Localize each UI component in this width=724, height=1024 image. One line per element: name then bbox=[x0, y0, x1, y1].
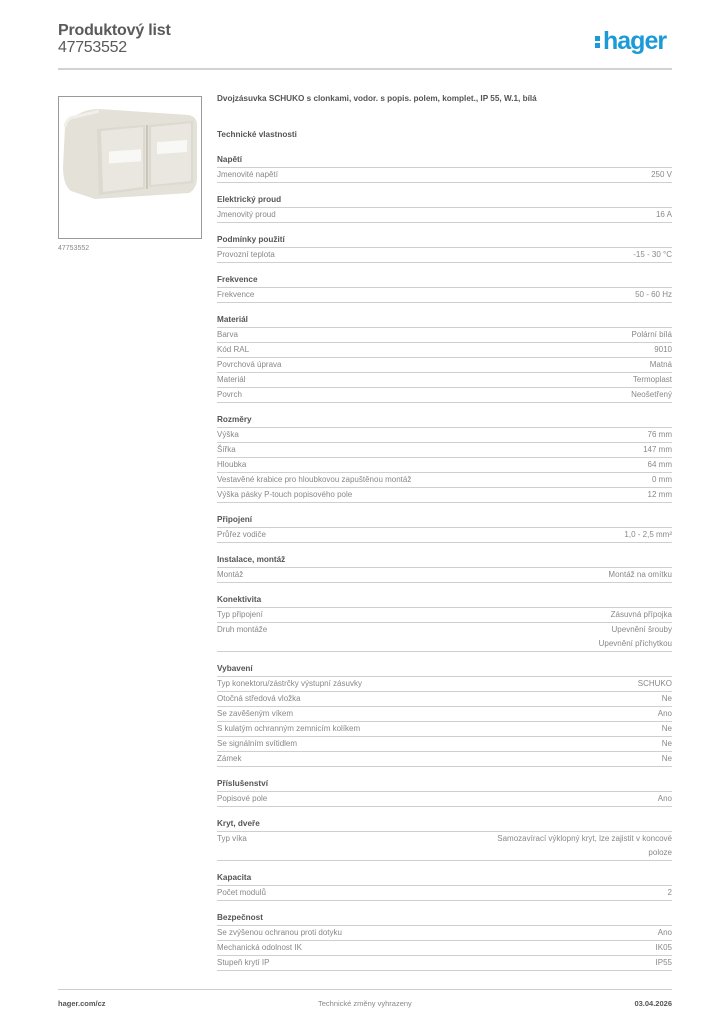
product-image bbox=[58, 96, 202, 239]
spec-value bbox=[662, 722, 672, 736]
spec-label: Výška pásky P-touch popisového pole bbox=[217, 490, 353, 499]
spec-row bbox=[217, 443, 672, 458]
spec-section bbox=[217, 871, 672, 901]
image-caption: 47753552 bbox=[58, 245, 90, 252]
spec-value-line: Ano bbox=[657, 709, 672, 718]
spec-value-line: 1,0 - 2,5 mm² bbox=[624, 530, 672, 539]
spec-value-line: IK05 bbox=[655, 943, 672, 952]
spec-section bbox=[217, 777, 672, 807]
spec-value-line: IP55 bbox=[655, 958, 672, 967]
spec-row bbox=[217, 208, 672, 223]
spec-value bbox=[648, 458, 672, 472]
section-title: Připojení bbox=[217, 513, 672, 528]
spec-value-line: Ne bbox=[661, 724, 672, 733]
spec-row bbox=[217, 473, 672, 488]
spec-value-line: Ano bbox=[657, 794, 672, 803]
section-title: Instalace, montáž bbox=[217, 553, 672, 568]
spec-value bbox=[654, 343, 672, 357]
spec-section bbox=[217, 513, 672, 543]
spec-value bbox=[656, 956, 672, 970]
spec-value-line: poloze bbox=[648, 848, 672, 857]
spec-value bbox=[611, 608, 672, 622]
spec-section bbox=[217, 817, 672, 861]
spec-value-line: 2 bbox=[667, 888, 672, 897]
spec-label: Jmenovitý proud bbox=[217, 210, 276, 219]
spec-value-line: Montáž na omítku bbox=[608, 570, 672, 579]
footer-date: 03.04.2026 bbox=[634, 999, 672, 1008]
spec-value bbox=[631, 388, 672, 402]
spec-value bbox=[662, 692, 672, 706]
spec-value bbox=[658, 707, 672, 721]
spec-label: Kód RAL bbox=[217, 345, 250, 354]
spec-label: Materiál bbox=[217, 375, 246, 384]
spec-value-line: Termoplast bbox=[632, 375, 672, 384]
spec-section bbox=[217, 153, 672, 183]
spec-label: Typ připojení bbox=[217, 610, 263, 619]
spec-label: Typ konektoru/zástrčky výstupní zásuvky bbox=[217, 679, 362, 688]
spec-value-line: Ne bbox=[661, 754, 672, 763]
spec-value bbox=[624, 528, 672, 542]
spec-label: Se signálním svítidlem bbox=[217, 739, 298, 748]
spec-label: Se zvýšenou ochranou proti dotyku bbox=[217, 928, 342, 937]
spec-section bbox=[217, 593, 672, 652]
spec-value-line: 147 mm bbox=[643, 445, 672, 454]
spec-row bbox=[217, 388, 672, 403]
spec-value bbox=[633, 373, 672, 387]
spec-value-line: 9010 bbox=[654, 345, 672, 354]
spec-value bbox=[656, 941, 672, 955]
spec-section bbox=[217, 662, 672, 767]
spec-row bbox=[217, 288, 672, 303]
specs-heading: Technické vlastnosti bbox=[217, 130, 297, 139]
section-title: Bezpečnost bbox=[217, 911, 672, 926]
spec-row bbox=[217, 832, 672, 861]
spec-value-line: Upevnění šrouby bbox=[611, 625, 672, 634]
spec-value bbox=[648, 428, 672, 442]
spec-label: Otočná středová vložka bbox=[217, 694, 301, 703]
spec-value-line: 50 - 60 Hz bbox=[635, 290, 672, 299]
spec-row bbox=[217, 608, 672, 623]
spec-section bbox=[217, 553, 672, 583]
spec-value bbox=[638, 677, 672, 691]
product-specs bbox=[217, 94, 672, 981]
spec-label: Provozní teplota bbox=[217, 250, 275, 259]
spec-value bbox=[632, 328, 672, 342]
footer-divider bbox=[58, 989, 672, 990]
section-title: Napětí bbox=[217, 153, 672, 168]
spec-value-line: 64 mm bbox=[647, 460, 672, 469]
spec-row bbox=[217, 168, 672, 183]
section-title: Materiál bbox=[217, 313, 672, 328]
spec-row bbox=[217, 956, 672, 971]
section-title: Příslušenství bbox=[217, 777, 672, 792]
spec-row bbox=[217, 692, 672, 707]
spec-label: Počet modulů bbox=[217, 888, 266, 897]
spec-label: Vestavěné krabice pro hloubkovou zapuštěnou montáž bbox=[217, 475, 412, 484]
spec-row bbox=[217, 373, 672, 388]
logo-colon-icon bbox=[595, 27, 600, 49]
section-title: Vybavení bbox=[217, 662, 672, 677]
spec-label: Popisové pole bbox=[217, 794, 268, 803]
spec-value bbox=[633, 248, 672, 262]
spec-row bbox=[217, 941, 672, 956]
spec-row bbox=[217, 707, 672, 722]
spec-row bbox=[217, 488, 672, 503]
spec-value bbox=[635, 288, 672, 302]
spec-section bbox=[217, 193, 672, 223]
spec-label: Montáž bbox=[217, 570, 244, 579]
spec-label: Typ víka bbox=[217, 834, 247, 843]
section-title: Rozměry bbox=[217, 413, 672, 428]
spec-value bbox=[643, 443, 672, 457]
header-divider bbox=[58, 68, 672, 70]
spec-row bbox=[217, 343, 672, 358]
spec-row bbox=[217, 458, 672, 473]
spec-value bbox=[651, 168, 672, 182]
spec-value-line: 0 mm bbox=[652, 475, 672, 484]
double-socket-illustration bbox=[59, 97, 202, 239]
spec-row bbox=[217, 623, 672, 652]
spec-label: S kulatým ochranným zemnicím kolíkem bbox=[217, 724, 361, 733]
spec-value bbox=[648, 488, 672, 502]
spec-row bbox=[217, 886, 672, 901]
spec-value-line: Neošetřený bbox=[631, 390, 672, 399]
spec-value bbox=[599, 623, 672, 651]
hager-logo bbox=[595, 27, 666, 56]
spec-row bbox=[217, 752, 672, 767]
spec-section bbox=[217, 413, 672, 503]
spec-row bbox=[217, 926, 672, 941]
spec-label: Povrchová úprava bbox=[217, 360, 282, 369]
spec-label: Barva bbox=[217, 330, 238, 339]
spec-value-line: 12 mm bbox=[647, 490, 672, 499]
spec-label: Zámek bbox=[217, 754, 242, 763]
spec-value bbox=[662, 737, 672, 751]
spec-section bbox=[217, 313, 672, 403]
spec-value bbox=[662, 752, 672, 766]
spec-value-line: Samozavírací výklopný kryt, lze zajistit v koncové bbox=[497, 834, 672, 843]
spec-value bbox=[650, 358, 672, 372]
spec-label: Výška bbox=[217, 430, 239, 439]
spec-value-line: SCHUKO bbox=[637, 679, 672, 688]
spec-label: Šířka bbox=[217, 445, 236, 454]
spec-label: Mechanická odolnost IK bbox=[217, 943, 302, 952]
spec-label: Druh montáže bbox=[217, 625, 268, 634]
spec-value-line: Ano bbox=[657, 928, 672, 937]
logo-text: hager bbox=[603, 27, 667, 55]
spec-value bbox=[668, 886, 672, 900]
section-title: Podmínky použití bbox=[217, 233, 672, 248]
spec-label: Jmenovité napětí bbox=[217, 170, 278, 179]
spec-section bbox=[217, 233, 672, 263]
spec-value-line: 76 mm bbox=[647, 430, 672, 439]
footer-website-link[interactable]: hager.com/cz bbox=[58, 999, 106, 1008]
spec-value-line: Upevnění příchytkou bbox=[598, 639, 672, 648]
spec-value-line: Polární bílá bbox=[631, 330, 672, 339]
section-title: Elektrický proud bbox=[217, 193, 672, 208]
spec-value bbox=[497, 832, 672, 860]
spec-row bbox=[217, 677, 672, 692]
spec-value bbox=[658, 792, 672, 806]
section-title: Kryt, dveře bbox=[217, 817, 672, 832]
spec-row bbox=[217, 528, 672, 543]
spec-value bbox=[608, 568, 672, 582]
spec-value-line: 250 V bbox=[651, 170, 672, 179]
section-title: Frekvence bbox=[217, 273, 672, 288]
spec-row bbox=[217, 792, 672, 807]
spec-value-line: Matná bbox=[649, 360, 672, 369]
document-title: Produktový list bbox=[58, 22, 171, 39]
spec-row bbox=[217, 568, 672, 583]
spec-value bbox=[658, 926, 672, 940]
spec-sections bbox=[217, 153, 672, 971]
spec-section bbox=[217, 273, 672, 303]
spec-value-line: Ne bbox=[661, 739, 672, 748]
footer-notice: Technické změny vyhrazeny bbox=[318, 999, 412, 1008]
spec-label: Hloubka bbox=[217, 460, 247, 469]
product-description: Dvojzásuvka SCHUKO s clonkami, vodor. s popis. polem, komplet., IP 55, W.1, bílá bbox=[217, 94, 537, 103]
spec-row bbox=[217, 248, 672, 263]
spec-label: Stupeň krytí IP bbox=[217, 958, 270, 967]
spec-label: Se zavěšeným víkem bbox=[217, 709, 294, 718]
spec-label: Frekvence bbox=[217, 290, 255, 299]
spec-row bbox=[217, 737, 672, 752]
spec-section bbox=[217, 911, 672, 971]
spec-value-line: Ne bbox=[661, 694, 672, 703]
section-title: Kapacita bbox=[217, 871, 672, 886]
spec-row bbox=[217, 328, 672, 343]
spec-row bbox=[217, 428, 672, 443]
spec-value-line: -15 - 30 °C bbox=[633, 250, 672, 259]
spec-row bbox=[217, 722, 672, 737]
spec-value bbox=[652, 473, 672, 487]
spec-value-line: 16 A bbox=[655, 210, 672, 219]
spec-value bbox=[656, 208, 672, 222]
section-title: Konektivita bbox=[217, 593, 672, 608]
spec-label: Průřez vodiče bbox=[217, 530, 266, 539]
spec-value-line: Zásuvná přípojka bbox=[610, 610, 672, 619]
spec-label: Povrch bbox=[217, 390, 242, 399]
product-code: 47753552 bbox=[58, 39, 127, 56]
spec-row bbox=[217, 358, 672, 373]
